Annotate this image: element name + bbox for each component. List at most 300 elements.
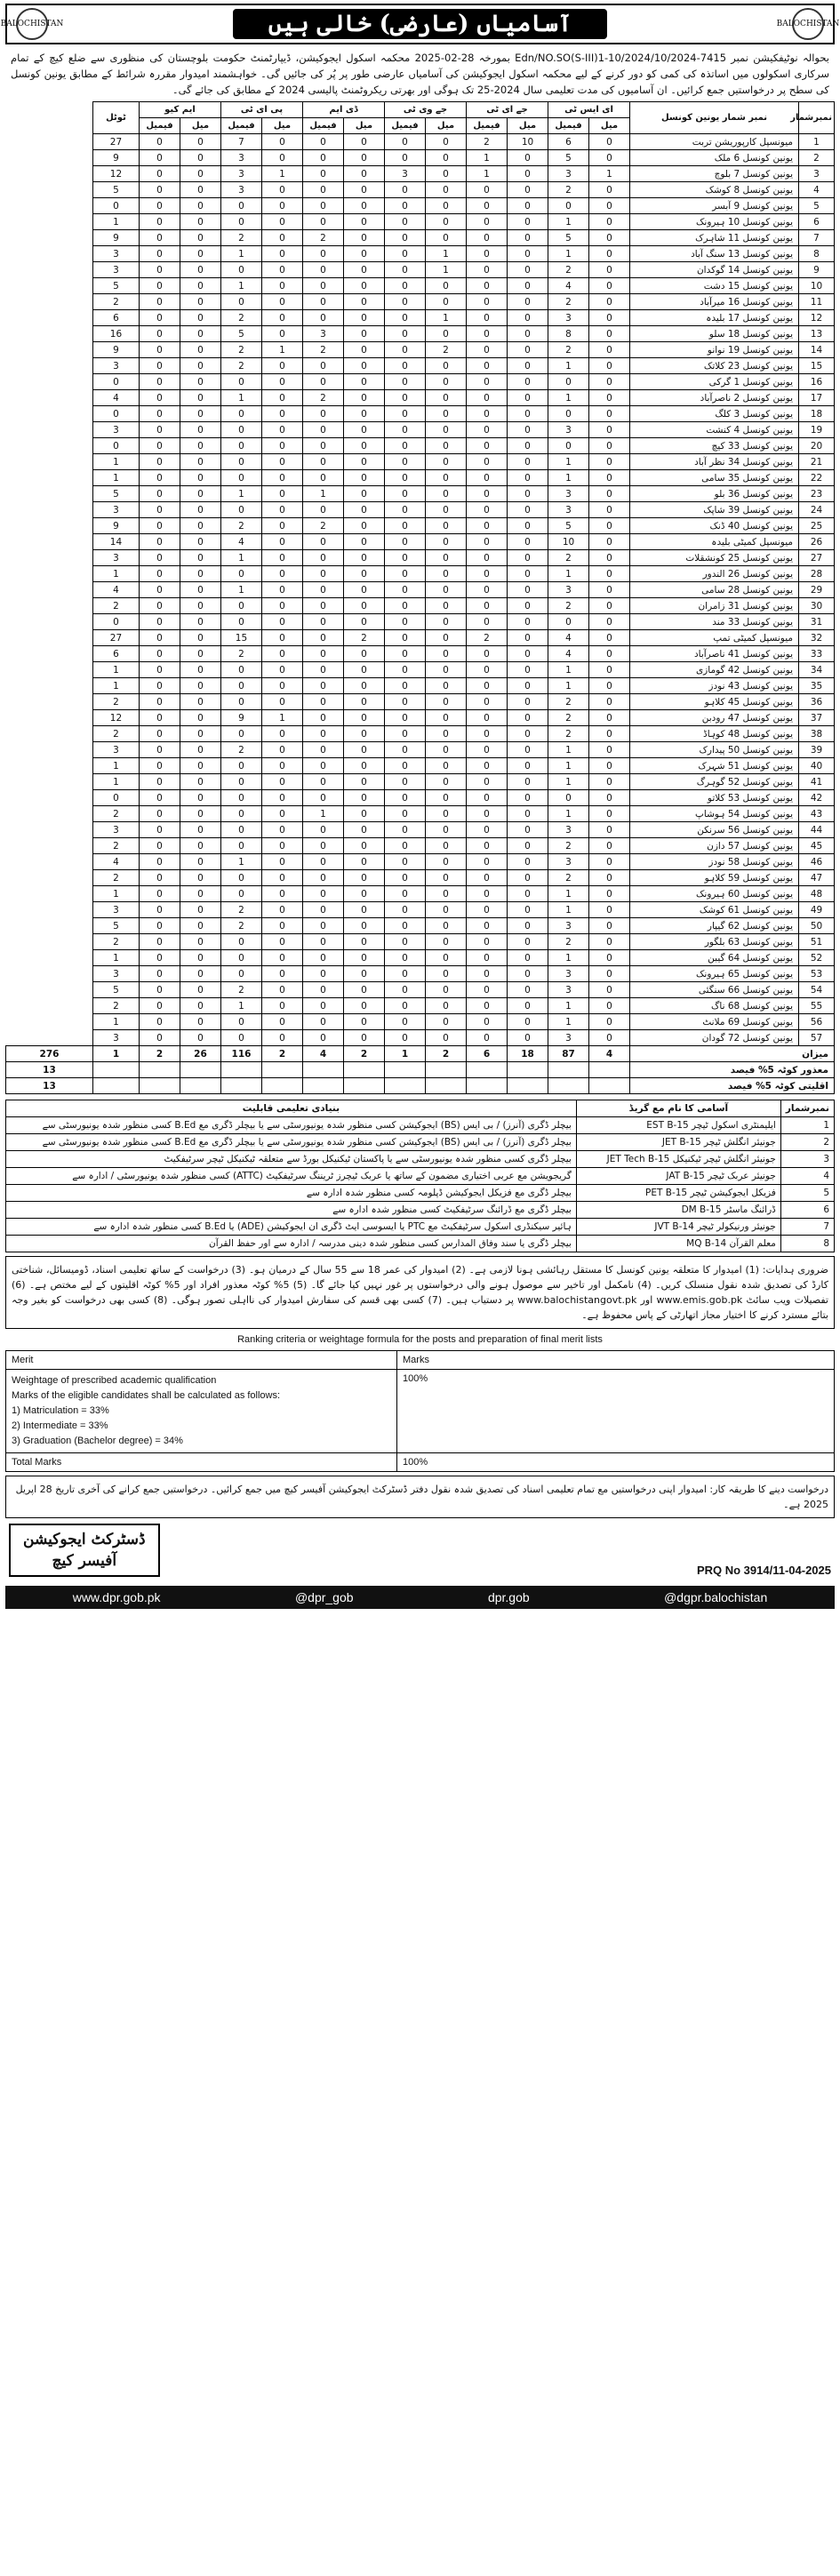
- table-cell: 0: [180, 534, 220, 550]
- table-cell: 0: [384, 438, 425, 454]
- table-cell: 0: [261, 550, 302, 566]
- table-cell: 0: [589, 822, 630, 838]
- table-cell: 0: [384, 822, 425, 838]
- table-cell: 0: [92, 790, 139, 806]
- table-cell: 0: [139, 662, 180, 678]
- table-cell: 0: [384, 934, 425, 950]
- table-cell: 23: [799, 486, 835, 502]
- table-cell: 0: [180, 934, 220, 950]
- table-cell: 0: [261, 406, 302, 422]
- merit-weightage-row: [6, 1370, 835, 1453]
- table-cell: 0: [180, 166, 220, 182]
- table-cell: 4: [220, 534, 261, 550]
- table-cell: 32: [799, 630, 835, 646]
- table-cell: 0: [139, 822, 180, 838]
- table-cell: 0: [180, 758, 220, 774]
- table-cell: 0: [343, 422, 384, 438]
- table-cell: 0: [180, 902, 220, 918]
- table-cell: [426, 1078, 467, 1094]
- ad-header: [0, 4, 840, 44]
- table-cell: 0: [384, 406, 425, 422]
- table-cell: 0: [220, 422, 261, 438]
- col-male: میل: [180, 118, 220, 134]
- table-cell: 0: [343, 198, 384, 214]
- table-cell: 0: [220, 966, 261, 982]
- table-cell: 0: [302, 902, 343, 918]
- qual-sno: 3: [780, 1151, 834, 1168]
- row-label: اقلیتی کوٹہ 5% فیصد: [630, 1078, 835, 1094]
- table-cell: 0: [426, 806, 467, 822]
- table-cell: 0: [220, 950, 261, 966]
- table-row: [6, 182, 835, 198]
- youtube-handle[interactable]: dpr.gob: [487, 1590, 530, 1604]
- table-cell: 0: [139, 502, 180, 518]
- table-cell: 0: [384, 326, 425, 342]
- union-council-cell: یونین کونسل 63 بلگور: [630, 934, 799, 950]
- table-cell: 0: [384, 950, 425, 966]
- table-cell: 0: [589, 534, 630, 550]
- table-cell: 0: [508, 710, 548, 726]
- table-cell: 3: [92, 902, 139, 918]
- table-cell: 8: [799, 246, 835, 262]
- table-cell: 0: [384, 870, 425, 886]
- table-cell: 0: [508, 486, 548, 502]
- union-council-cell: یونین کونسل 3 کلگ: [630, 406, 799, 422]
- table-cell: 0: [343, 982, 384, 998]
- table-cell: 0: [467, 470, 508, 486]
- table-cell: 0: [508, 934, 548, 950]
- table-cell: 0: [467, 902, 508, 918]
- merit-head-left: Merit: [6, 1351, 397, 1370]
- table-cell: 49: [799, 902, 835, 918]
- table-cell: 0: [139, 246, 180, 262]
- table-cell: 6: [799, 214, 835, 230]
- table-cell: 1: [548, 358, 589, 374]
- table-cell: 4: [92, 582, 139, 598]
- table-row: [6, 694, 835, 710]
- union-council-cell: یونین کونسل 50 پیدارک: [630, 742, 799, 758]
- table-cell: 5: [92, 486, 139, 502]
- union-council-cell: یونین کونسل 15 دشت: [630, 278, 799, 294]
- table-cell: 0: [220, 1030, 261, 1046]
- table-cell: 0: [139, 438, 180, 454]
- table-cell: 0: [343, 726, 384, 742]
- table-cell: 0: [180, 230, 220, 246]
- table-cell: 4: [589, 1046, 630, 1062]
- table-cell: 0: [508, 1030, 548, 1046]
- table-cell: 1: [548, 214, 589, 230]
- table-cell: 0: [302, 134, 343, 150]
- table-cell: 3: [548, 966, 589, 982]
- facebook-handle[interactable]: @dgpr.balochistan: [664, 1590, 768, 1604]
- table-cell: 0: [589, 502, 630, 518]
- table-cell: 0: [508, 854, 548, 870]
- table-cell: 0: [589, 566, 630, 582]
- table-cell: 24: [799, 502, 835, 518]
- table-cell: 4: [799, 182, 835, 198]
- table-row: [6, 294, 835, 310]
- table-cell: 4: [92, 854, 139, 870]
- table-cell: 0: [220, 758, 261, 774]
- table-cell: 0: [589, 278, 630, 294]
- table-cell: 1: [426, 310, 467, 326]
- table-cell: 0: [139, 774, 180, 790]
- table-cell: 2: [548, 550, 589, 566]
- table-cell: 0: [467, 678, 508, 694]
- table-cell: 2: [92, 934, 139, 950]
- qual-sno: 1: [780, 1117, 834, 1134]
- table-cell: 2: [548, 294, 589, 310]
- table-cell: 0: [384, 1014, 425, 1030]
- table-cell: 0: [384, 630, 425, 646]
- table-cell: 0: [467, 486, 508, 502]
- table-cell: 1: [92, 470, 139, 486]
- table-cell: 0: [139, 326, 180, 342]
- table-cell: 48: [799, 886, 835, 902]
- table-cell: 0: [139, 870, 180, 886]
- twitter-handle[interactable]: @dpr_gob: [294, 1590, 354, 1604]
- table-cell: 19: [799, 422, 835, 438]
- table-row: [6, 982, 835, 998]
- table-cell: 0: [384, 134, 425, 150]
- table-cell: 0: [384, 214, 425, 230]
- table-cell: 0: [467, 422, 508, 438]
- table-row: [6, 646, 835, 662]
- table-cell: 0: [261, 886, 302, 902]
- table-cell: 1: [548, 678, 589, 694]
- table-cell: 0: [426, 166, 467, 182]
- table-cell: 0: [467, 806, 508, 822]
- col-male: میل: [589, 118, 630, 134]
- table-cell: 0: [220, 374, 261, 390]
- table-cell: 3: [92, 246, 139, 262]
- table-cell: 0: [343, 742, 384, 758]
- union-council-cell: یونین کونسل 33 کیچ: [630, 438, 799, 454]
- table-cell: 0: [139, 694, 180, 710]
- table-cell: 0: [261, 774, 302, 790]
- table-cell: 0: [589, 966, 630, 982]
- table-cell: 0: [384, 710, 425, 726]
- website-link[interactable]: www.dpr.gob.pk: [72, 1590, 161, 1604]
- table-cell: 0: [343, 214, 384, 230]
- table-cell: 0: [508, 950, 548, 966]
- table-row: [6, 262, 835, 278]
- instructions-paragraph: ضروری ہدایات: (1) امیدوار کا متعلقہ یونین کونسل کا مستقل رہائشی ہونا لازمی ہے۔ (2) امیدوار کی عمر 18 سے 55 سال کے درمیان ہو۔ (3) درخواست کے ساتھ تعلیمی اسناد، ڈومیسائل، شناختی کارڈ کی تصدیق شدہ نقول منسلک کریں۔ (4) نامکمل اور تاخیر سے موصول ہونے والی درخواستوں پر غور نہیں کیا جائے گا۔ (5) 5% کوٹہ معذور افراد اور 5% کوٹہ اقلیتوں کے لیے مختص ہے۔ (6) تفصیلات ویب سائٹ www.emis.gob.pk اور www.balochistangovt.pk پر دستیاب ہیں۔ (7) کسی بھی قسم کی سفارش امیدوار کی نااہلی تصور ہوگی۔ (8) کسی بھی درخواست کو بغیر وجہ بتائے مسترد کرنے کا اختیار مجاز اتھارٹی کے پاس محفوظ ہے۔: [5, 1256, 835, 1329]
- table-cell: 0: [467, 374, 508, 390]
- col-group: جے ای ٹی: [467, 102, 548, 118]
- table-cell: 0: [467, 934, 508, 950]
- table-cell: 45: [799, 838, 835, 854]
- table-cell: 0: [426, 982, 467, 998]
- table-cell: 0: [180, 518, 220, 534]
- table-row: [6, 918, 835, 934]
- table-cell: 0: [302, 582, 343, 598]
- table-cell: [548, 1078, 589, 1094]
- table-cell: 0: [343, 326, 384, 342]
- table-cell: 0: [384, 150, 425, 166]
- table-cell: 5: [92, 918, 139, 934]
- table-cell: 0: [426, 710, 467, 726]
- table-cell: 0: [261, 582, 302, 598]
- table-cell: 0: [589, 550, 630, 566]
- table-cell: 0: [508, 534, 548, 550]
- table-cell: 0: [302, 150, 343, 166]
- table-cell: 0: [426, 902, 467, 918]
- table-cell: 1: [548, 662, 589, 678]
- union-council-cell: یونین کونسل 40 ڈنک: [630, 518, 799, 534]
- table-cell: 9: [799, 262, 835, 278]
- table-cell: 0: [180, 502, 220, 518]
- table-cell: 3: [548, 502, 589, 518]
- table-cell: 0: [180, 694, 220, 710]
- qual-text: بیچلر ڈگری (آنرز) / بی ایس (BS) ایجوکیشن کسی منظور شدہ یونیورسٹی سے یا بیچلر ڈگری مع B.Ed کسی منظور شدہ یونیورسٹی سے: [6, 1117, 577, 1134]
- table-cell: 0: [343, 454, 384, 470]
- table-cell: 0: [384, 502, 425, 518]
- table-row: [6, 166, 835, 182]
- table-cell: 1: [426, 262, 467, 278]
- table-cell: 0: [508, 166, 548, 182]
- table-cell: 0: [343, 646, 384, 662]
- table-cell: 0: [426, 182, 467, 198]
- table-cell: 0: [426, 502, 467, 518]
- table-cell: 0: [302, 198, 343, 214]
- qual-text: بیچلر ڈگری (آنرز) / بی ایس (BS) ایجوکیشن کسی منظور شدہ یونیورسٹی سے یا بیچلر ڈگری مع B.Ed کسی منظور شدہ یونیورسٹی سے: [6, 1134, 577, 1151]
- table-cell: 0: [508, 470, 548, 486]
- table-cell: 0: [384, 454, 425, 470]
- table-row: [6, 790, 835, 806]
- table-cell: 0: [548, 438, 589, 454]
- table-cell: 0: [548, 614, 589, 630]
- table-cell: 0: [508, 902, 548, 918]
- union-council-cell: میونسپل کمیٹی بلیدہ: [630, 534, 799, 550]
- table-cell: 0: [548, 406, 589, 422]
- table-cell: 0: [261, 646, 302, 662]
- table-cell: 0: [426, 198, 467, 214]
- table-cell: 0: [302, 998, 343, 1014]
- qual-sno: 5: [780, 1185, 834, 1202]
- table-cell: 0: [384, 726, 425, 742]
- col-female: فیمیل: [139, 118, 180, 134]
- table-cell: 0: [139, 902, 180, 918]
- qual-text: بیچلر ڈگری مع فزیکل ایجوکیشن ڈپلومہ کسی منظور شدہ ادارہ سے: [6, 1185, 577, 1202]
- table-cell: 0: [220, 934, 261, 950]
- table-cell: 0: [467, 598, 508, 614]
- table-cell: 0: [220, 598, 261, 614]
- table-cell: 13: [6, 1062, 93, 1078]
- union-council-cell: یونین کونسل 62 گیپار: [630, 918, 799, 934]
- table-cell: 0: [508, 630, 548, 646]
- table-cell: 0: [302, 630, 343, 646]
- table-cell: 0: [384, 486, 425, 502]
- table-cell: 0: [261, 742, 302, 758]
- table-cell: 14: [92, 534, 139, 550]
- table-cell: 0: [180, 438, 220, 454]
- table-cell: 0: [261, 902, 302, 918]
- table-cell: 0: [139, 838, 180, 854]
- table-cell: 3: [92, 358, 139, 374]
- table-cell: [589, 1078, 630, 1094]
- table-cell: 0: [508, 742, 548, 758]
- table-cell: 2: [92, 598, 139, 614]
- qual-sno: 8: [780, 1236, 834, 1252]
- table-cell: 0: [508, 422, 548, 438]
- table-cell: 2: [343, 630, 384, 646]
- table-cell: 0: [384, 614, 425, 630]
- table-cell: 31: [799, 614, 835, 630]
- table-cell: 1: [92, 1046, 139, 1062]
- table-cell: [180, 1078, 220, 1094]
- table-cell: 4: [548, 278, 589, 294]
- table-cell: [220, 1062, 261, 1078]
- qual-post: معلم القرآن MQ B-14: [576, 1236, 780, 1252]
- table-cell: 87: [548, 1046, 589, 1062]
- table-cell: 2: [220, 358, 261, 374]
- table-cell: 0: [343, 662, 384, 678]
- table-cell: 0: [343, 998, 384, 1014]
- posts-header-groups: [6, 102, 835, 118]
- table-cell: 0: [180, 710, 220, 726]
- qual-post: جونیئر انگلش ٹیچر JET B-15: [576, 1134, 780, 1151]
- table-cell: 0: [139, 422, 180, 438]
- qualification-row: [6, 1185, 835, 1202]
- table-cell: 0: [139, 278, 180, 294]
- table-row: [6, 886, 835, 902]
- table-cell: 1: [548, 742, 589, 758]
- table-cell: 0: [261, 198, 302, 214]
- table-cell: 0: [139, 950, 180, 966]
- union-council-cell: یونین کونسل 11 شاہرک: [630, 230, 799, 246]
- col-male: میل: [426, 118, 467, 134]
- table-cell: 10: [508, 134, 548, 150]
- table-cell: 0: [220, 502, 261, 518]
- table-cell: 38: [799, 726, 835, 742]
- table-cell: 3: [92, 502, 139, 518]
- table-cell: 0: [302, 534, 343, 550]
- table-cell: 0: [220, 774, 261, 790]
- table-cell: 0: [220, 886, 261, 902]
- table-cell: [384, 1078, 425, 1094]
- table-cell: 0: [180, 390, 220, 406]
- table-cell: 0: [343, 1030, 384, 1046]
- union-council-cell: یونین کونسل 14 گوکدان: [630, 262, 799, 278]
- table-cell: 0: [467, 918, 508, 934]
- table-cell: 0: [261, 182, 302, 198]
- table-cell: 0: [589, 390, 630, 406]
- table-cell: 0: [139, 598, 180, 614]
- table-cell: 0: [180, 886, 220, 902]
- table-cell: 0: [139, 230, 180, 246]
- table-cell: 0: [261, 518, 302, 534]
- table-cell: 0: [261, 438, 302, 454]
- col-female: فیمیل: [220, 118, 261, 134]
- merit-item: 2) Intermediate = 33%: [12, 1420, 108, 1431]
- table-cell: 2: [343, 1046, 384, 1062]
- table-cell: 0: [384, 582, 425, 598]
- table-cell: 0: [302, 214, 343, 230]
- table-cell: 0: [180, 374, 220, 390]
- table-cell: 2: [548, 934, 589, 950]
- table-cell: 0: [343, 502, 384, 518]
- union-council-cell: یونین کونسل 59 کلاہو: [630, 870, 799, 886]
- table-cell: 0: [508, 614, 548, 630]
- table-cell: 7: [799, 230, 835, 246]
- union-council-cell: یونین کونسل 28 سامی: [630, 582, 799, 598]
- table-cell: 0: [426, 678, 467, 694]
- table-cell: 0: [302, 742, 343, 758]
- table-cell: 0: [508, 406, 548, 422]
- table-cell: 0: [426, 934, 467, 950]
- table-cell: 0: [180, 182, 220, 198]
- table-cell: 0: [220, 470, 261, 486]
- table-cell: 0: [180, 150, 220, 166]
- table-cell: 3: [92, 262, 139, 278]
- disabled-quota-row: [6, 1062, 835, 1078]
- table-cell: 0: [384, 742, 425, 758]
- table-cell: 0: [589, 790, 630, 806]
- table-cell: 0: [384, 918, 425, 934]
- table-cell: 0: [343, 262, 384, 278]
- merit-item: 1) Matriculation = 33%: [12, 1405, 109, 1416]
- table-cell: 1: [548, 902, 589, 918]
- table-cell: 0: [220, 214, 261, 230]
- table-cell: 0: [139, 582, 180, 598]
- table-cell: 0: [343, 246, 384, 262]
- table-cell: 0: [508, 726, 548, 742]
- table-cell: 0: [180, 726, 220, 742]
- table-cell: 0: [302, 918, 343, 934]
- table-cell: 3: [92, 422, 139, 438]
- total-row: [6, 1046, 835, 1062]
- table-cell: 0: [589, 854, 630, 870]
- table-cell: 0: [302, 166, 343, 182]
- table-cell: 26: [799, 534, 835, 550]
- col-union-council: نمبر شمار یونین کونسل: [630, 102, 799, 134]
- table-cell: 1: [426, 246, 467, 262]
- table-cell: [92, 1078, 139, 1094]
- table-cell: 0: [302, 646, 343, 662]
- table-cell: 0: [343, 550, 384, 566]
- table-cell: 0: [180, 598, 220, 614]
- table-cell: 0: [384, 518, 425, 534]
- table-cell: 56: [799, 1014, 835, 1030]
- table-cell: 3: [92, 550, 139, 566]
- table-cell: 2: [799, 150, 835, 166]
- table-row: [6, 246, 835, 262]
- prq-number: PRQ No 3914/11-04-2025: [696, 1564, 831, 1577]
- table-cell: 0: [261, 662, 302, 678]
- table-cell: 2: [92, 870, 139, 886]
- table-cell: 2: [548, 726, 589, 742]
- table-cell: 0: [426, 694, 467, 710]
- table-cell: 0: [384, 390, 425, 406]
- row-label: میزان: [630, 1046, 835, 1062]
- union-council-cell: یونین کونسل 52 گوہرگ: [630, 774, 799, 790]
- table-cell: 0: [180, 774, 220, 790]
- table-row: [6, 358, 835, 374]
- table-cell: 0: [302, 598, 343, 614]
- table-cell: 0: [426, 646, 467, 662]
- table-cell: 3: [548, 486, 589, 502]
- table-cell: 0: [139, 454, 180, 470]
- table-cell: 5: [92, 982, 139, 998]
- table-cell: 0: [589, 774, 630, 790]
- table-row: [6, 710, 835, 726]
- table-cell: 0: [508, 518, 548, 534]
- table-row: [6, 966, 835, 982]
- table-cell: 2: [92, 998, 139, 1014]
- table-cell: 0: [261, 358, 302, 374]
- table-cell: 0: [261, 326, 302, 342]
